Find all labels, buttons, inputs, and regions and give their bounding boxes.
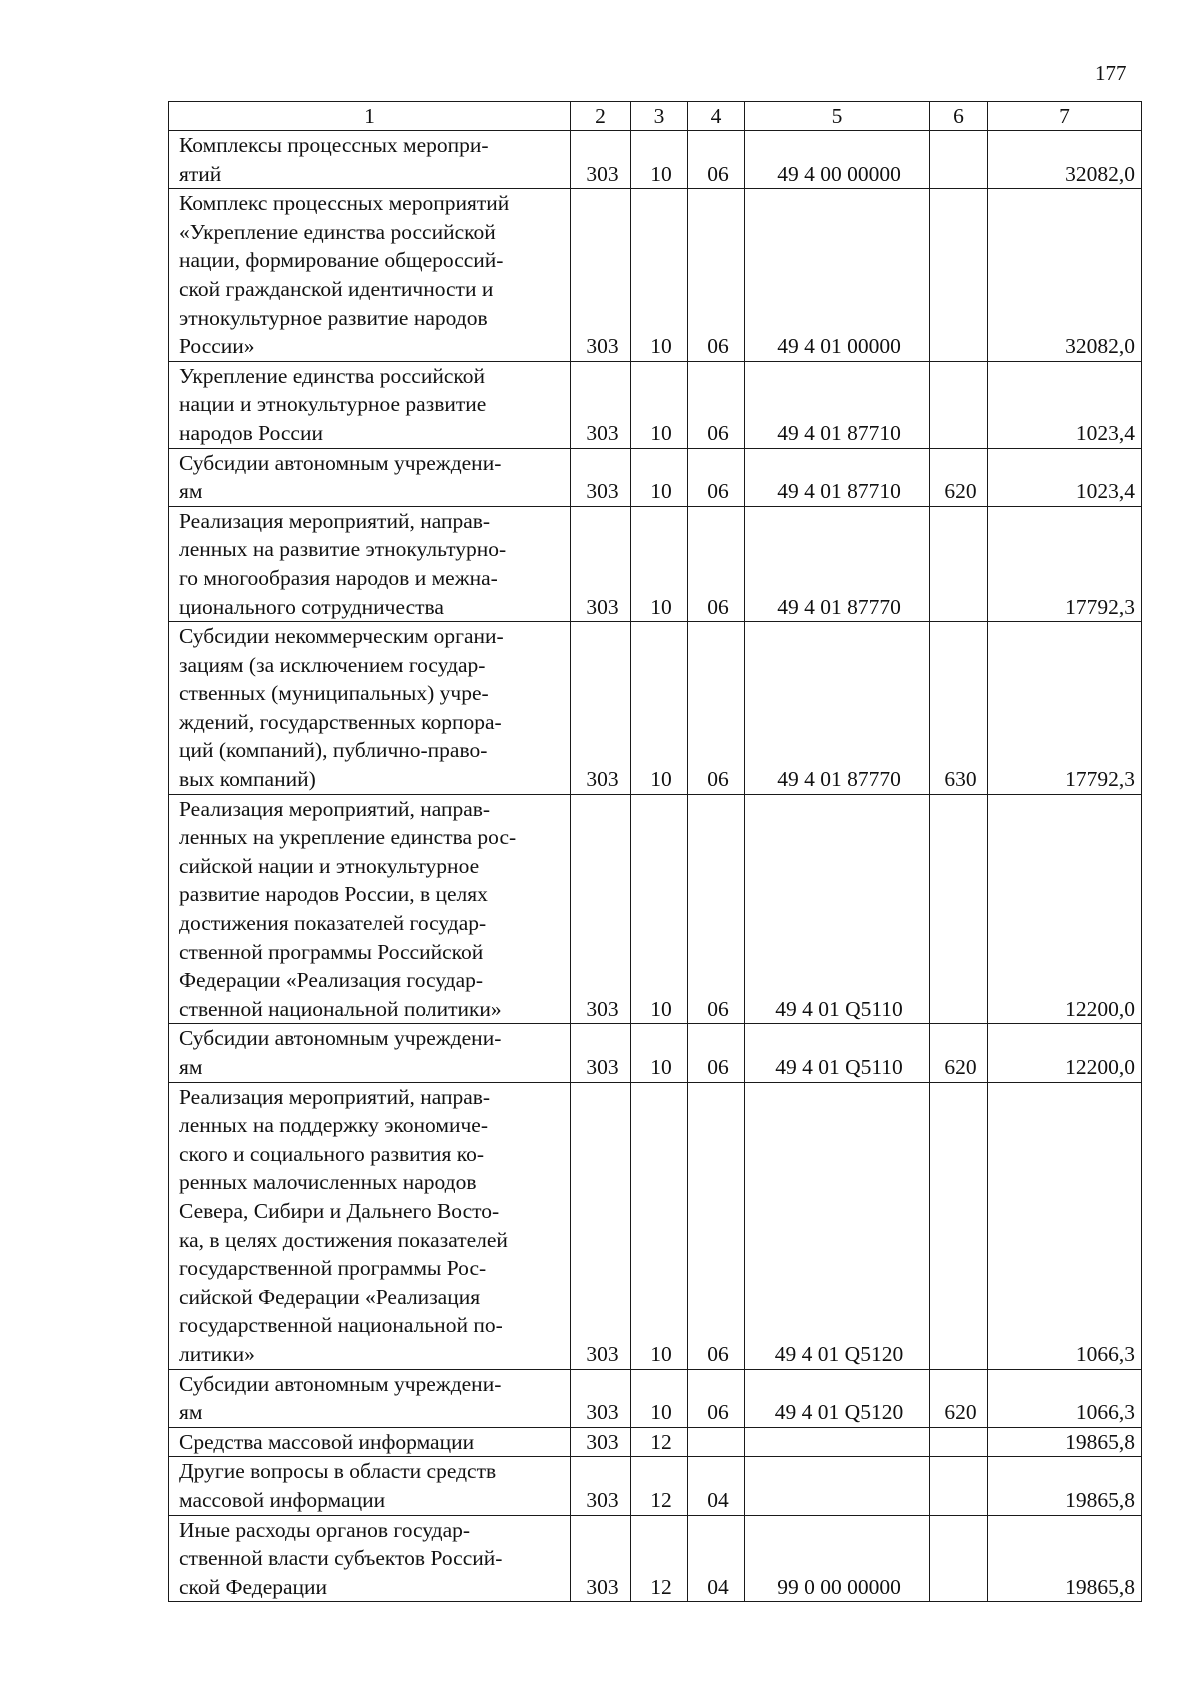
code-cell: 303 [571, 1427, 631, 1457]
article-cell: 99 0 00 00000 [745, 1515, 930, 1602]
item-name-line: России» [179, 334, 255, 359]
section-cell: 10 [631, 189, 688, 362]
item-name-line: государственной национальной по- [179, 1313, 503, 1338]
expense-type-cell: 620 [930, 448, 988, 506]
item-name-line: Средства массовой информации [179, 1429, 475, 1454]
expense-type-cell [930, 1082, 988, 1369]
section-cell: 12 [631, 1457, 688, 1515]
article-cell: 49 4 01 00000 [745, 189, 930, 362]
item-name-cell [169, 1457, 571, 1515]
code-cell: 303 [571, 1369, 631, 1427]
subsection-cell: 06 [688, 794, 745, 1024]
item-name-cell [169, 448, 571, 506]
section-cell: 10 [631, 1024, 688, 1082]
table-body [169, 131, 1142, 1602]
article-cell [745, 1427, 930, 1457]
item-name-line: Укрепление единства российской [179, 363, 485, 388]
item-name-cell [169, 131, 571, 189]
item-name-line: Федерации «Реализация государ- [179, 968, 484, 993]
header-cell-3: 3 [631, 102, 688, 131]
expense-type-cell: 620 [930, 1369, 988, 1427]
item-name-line: ственной власти субъектов Россий- [179, 1546, 503, 1571]
item-name-line: Комплекс процессных мероприятий [179, 191, 510, 216]
item-name-line: го многообразия народов и межна- [179, 565, 498, 590]
item-name-line: государственной программы Рос- [179, 1256, 487, 1281]
sum-cell: 1023,4 [988, 361, 1142, 448]
item-name-line: ка, в целях достижения показателей [179, 1227, 508, 1252]
budget-table [168, 101, 1142, 1602]
item-name-line: ской Федерации [179, 1574, 328, 1599]
sum-cell: 1023,4 [988, 448, 1142, 506]
article-cell: 49 4 01 87710 [745, 448, 930, 506]
item-name-cell [169, 1427, 571, 1457]
item-name-line: Реализация мероприятий, направ- [179, 796, 491, 821]
subsection-cell: 06 [688, 361, 745, 448]
item-name-line: ской гражданской идентичности и [179, 276, 494, 301]
item-name-cell [169, 506, 571, 621]
item-name-line: ционального сотрудничества [179, 594, 444, 619]
subsection-cell [688, 1427, 745, 1457]
code-cell: 303 [571, 189, 631, 362]
item-name-line: «Укрепление единства российской [179, 219, 496, 244]
table-row [169, 361, 1142, 448]
expense-type-cell: 620 [930, 1024, 988, 1082]
section-cell: 10 [631, 361, 688, 448]
article-cell: 49 4 01 87710 [745, 361, 930, 448]
article-cell: 49 4 01 Q5120 [745, 1369, 930, 1427]
table-row [169, 1369, 1142, 1427]
section-cell: 10 [631, 794, 688, 1024]
item-name-line: Реализация мероприятий, направ- [179, 1084, 491, 1109]
expense-type-cell [930, 361, 988, 448]
code-cell: 303 [571, 622, 631, 795]
header-cell-6: 6 [930, 102, 988, 131]
code-cell: 303 [571, 1024, 631, 1082]
item-name-line: ям [179, 1055, 203, 1079]
item-name-line: ственных (муниципальных) учре- [179, 681, 489, 706]
article-cell: 49 4 01 Q5120 [745, 1082, 930, 1369]
item-name-line: Субсидии автономным учреждени- [179, 1371, 502, 1396]
header-cell-1: 1 [169, 102, 571, 131]
code-cell: 303 [571, 506, 631, 621]
item-name-cell [169, 1515, 571, 1602]
item-name-line: достижения показателей государ- [179, 911, 487, 936]
item-name-line: ятий [179, 161, 222, 186]
item-name-line: Севера, Сибири и Дальнего Восто- [179, 1198, 500, 1223]
expense-type-cell [930, 1515, 988, 1602]
item-name-line: ского и социального развития ко- [179, 1141, 485, 1166]
item-name-line: Субсидии некоммерческим органи- [179, 624, 504, 649]
article-cell: 49 4 01 87770 [745, 506, 930, 621]
item-name-line: ленных на развитие этнокультурно- [179, 537, 507, 562]
item-name-line: нации, формирование общероссий- [179, 248, 504, 273]
item-name-cell [169, 622, 571, 795]
item-name-line: литики» [179, 1341, 255, 1366]
header-row [169, 102, 1142, 131]
table-row [169, 189, 1142, 362]
sum-cell: 32082,0 [988, 131, 1142, 189]
item-name-line: Другие вопросы в области средств [179, 1459, 497, 1484]
item-name-line: ленных на укрепление единства рос- [179, 825, 517, 850]
code-cell: 303 [571, 1082, 631, 1369]
section-cell: 12 [631, 1515, 688, 1602]
sum-cell: 1066,3 [988, 1369, 1142, 1427]
item-name-line: Субсидии автономным учреждени- [179, 450, 502, 475]
code-cell: 303 [571, 1515, 631, 1602]
item-name-cell [169, 1024, 571, 1082]
table-row [169, 1427, 1142, 1457]
subsection-cell: 04 [688, 1515, 745, 1602]
table-row [169, 1515, 1142, 1602]
article-cell: 49 4 01 Q5110 [745, 794, 930, 1024]
article-cell [745, 1457, 930, 1515]
section-cell: 10 [631, 506, 688, 621]
subsection-cell: 06 [688, 131, 745, 189]
subsection-cell: 06 [688, 1369, 745, 1427]
sum-cell: 1066,3 [988, 1082, 1142, 1369]
item-name-line: ждений, государственных корпора- [179, 709, 502, 734]
subsection-cell: 06 [688, 506, 745, 621]
header-cell-5: 5 [745, 102, 930, 131]
section-cell: 12 [631, 1427, 688, 1457]
item-name-line: ям [179, 1400, 203, 1425]
item-name-line: зациям (за исключением государ- [179, 652, 486, 677]
sum-cell: 12200,0 [988, 794, 1142, 1024]
page-number: 177 [1095, 61, 1127, 85]
item-name-line: вых компаний) [179, 767, 316, 792]
article-cell: 49 4 01 87770 [745, 622, 930, 795]
subsection-cell: 06 [688, 189, 745, 362]
code-cell: 303 [571, 361, 631, 448]
item-name-cell [169, 361, 571, 448]
section-cell: 10 [631, 448, 688, 506]
item-name-line: Иные расходы органов государ- [179, 1517, 471, 1542]
item-name-line: Реализация мероприятий, направ- [179, 508, 491, 533]
header-cell-7: 7 [988, 102, 1142, 131]
section-cell: 10 [631, 622, 688, 795]
item-name-line: народов России [179, 420, 323, 445]
table-row [169, 448, 1142, 506]
table-row [169, 622, 1142, 795]
section-cell: 10 [631, 1082, 688, 1369]
header-cell-4: 4 [688, 102, 745, 131]
table-row [169, 1024, 1142, 1082]
article-cell: 49 4 01 Q5110 [745, 1024, 930, 1082]
item-name-line: Комплексы процессных меропри- [179, 133, 489, 157]
table-row [169, 131, 1142, 189]
item-name-line: этнокультурное развитие народов [179, 305, 488, 330]
item-name-line: сийской Федерации «Реализация [179, 1284, 481, 1309]
sum-cell: 17792,3 [988, 622, 1142, 795]
code-cell: 303 [571, 448, 631, 506]
header-cell-2: 2 [571, 102, 631, 131]
item-name-line: массовой информации [179, 1487, 386, 1512]
item-name-line: ций (компаний), публично-право- [179, 738, 488, 763]
item-name-cell [169, 794, 571, 1024]
item-name-cell [169, 189, 571, 362]
item-name-line: ям [179, 479, 203, 504]
item-name-line: ственной программы Российской [179, 939, 484, 964]
item-name-line: Субсидии автономным учреждени- [179, 1026, 502, 1051]
code-cell: 303 [571, 1457, 631, 1515]
subsection-cell: 04 [688, 1457, 745, 1515]
table-row [169, 1457, 1142, 1515]
table-row [169, 794, 1142, 1024]
item-name-line: нации и этнокультурное развитие [179, 392, 487, 417]
item-name-line: ренных малочисленных народов [179, 1170, 477, 1195]
expense-type-cell [930, 189, 988, 362]
expense-type-cell [930, 1457, 988, 1515]
subsection-cell: 06 [688, 1024, 745, 1082]
sum-cell: 12200,0 [988, 1024, 1142, 1082]
item-name-line: сийской нации и этнокультурное [179, 853, 480, 878]
expense-type-cell [930, 794, 988, 1024]
item-name-line: ственной национальной политики» [179, 996, 502, 1021]
expense-type-cell [930, 131, 988, 189]
section-cell: 10 [631, 131, 688, 189]
subsection-cell: 06 [688, 1082, 745, 1369]
table-row [169, 1082, 1142, 1369]
table-row [169, 506, 1142, 621]
item-name-cell [169, 1082, 571, 1369]
section-cell: 10 [631, 1369, 688, 1427]
item-name-line: ленных на поддержку экономиче- [179, 1113, 489, 1138]
sum-cell: 19865,8 [988, 1457, 1142, 1515]
sum-cell: 32082,0 [988, 189, 1142, 362]
sum-cell: 19865,8 [988, 1515, 1142, 1602]
code-cell: 303 [571, 794, 631, 1024]
expense-type-cell: 630 [930, 622, 988, 795]
subsection-cell: 06 [688, 448, 745, 506]
sum-cell: 19865,8 [988, 1427, 1142, 1457]
item-name-line: развитие народов России, в целях [179, 882, 488, 907]
subsection-cell: 06 [688, 622, 745, 795]
sum-cell: 17792,3 [988, 506, 1142, 621]
expense-type-cell [930, 506, 988, 621]
expense-type-cell [930, 1427, 988, 1457]
item-name-cell [169, 1369, 571, 1427]
code-cell: 303 [571, 131, 631, 189]
article-cell: 49 4 00 00000 [745, 131, 930, 189]
